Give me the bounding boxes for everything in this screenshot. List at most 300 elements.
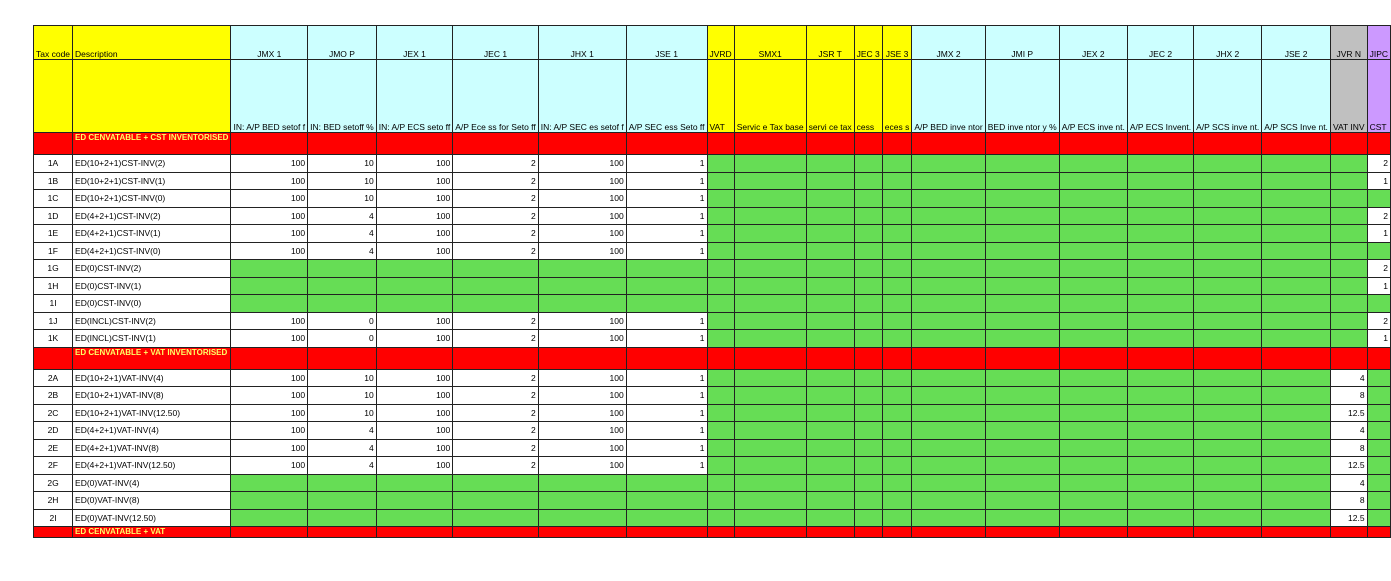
cell-jhx1: 100 <box>538 330 626 348</box>
cell-jsrt <box>806 295 854 313</box>
column-subheader-tax_code <box>34 60 73 133</box>
cell-jmx1: 100 <box>231 422 308 440</box>
description-cell: ED(4+2+1)CST-INV(2) <box>73 207 231 225</box>
cell-jhx1: 100 <box>538 422 626 440</box>
section-cell <box>453 527 538 538</box>
cell-jse2 <box>1262 242 1331 260</box>
cell-jse1 <box>626 509 707 527</box>
cell-jec1: 2 <box>453 439 538 457</box>
cell-jvrn: 8 <box>1330 492 1367 510</box>
cell-jipc: 2 <box>1367 260 1390 278</box>
section-cell <box>1059 347 1127 369</box>
cell-jex1 <box>376 295 453 313</box>
tax-code-cell: 2E <box>34 439 73 457</box>
table-row <box>34 369 1391 387</box>
column-header-jex2: JEX 2 <box>1059 26 1127 60</box>
cell-jse3 <box>882 439 912 457</box>
section-cell <box>538 133 626 155</box>
cell-jec1 <box>453 492 538 510</box>
cell-jvrd <box>707 330 734 348</box>
cell-jec1 <box>453 474 538 492</box>
cell-smx1 <box>734 387 806 405</box>
cell-jmx2 <box>912 207 985 225</box>
cell-jmop: 0 <box>308 330 377 348</box>
section-cell <box>34 347 73 369</box>
cell-jmip <box>985 277 1059 295</box>
cell-jvrn <box>1330 312 1367 330</box>
cell-jec3 <box>854 207 882 225</box>
cell-jec2 <box>1127 422 1193 440</box>
cell-jse3 <box>882 260 912 278</box>
cell-jsrt <box>806 387 854 405</box>
cell-jec1: 2 <box>453 369 538 387</box>
column-subheader-jipc: CST <box>1367 60 1390 133</box>
cell-jex2 <box>1059 330 1127 348</box>
cell-jec2 <box>1127 207 1193 225</box>
cell-jse2 <box>1262 404 1331 422</box>
cell-jhx1: 100 <box>538 207 626 225</box>
section-cell <box>376 133 453 155</box>
tax-code-cell: 2A <box>34 369 73 387</box>
cell-jsrt <box>806 457 854 475</box>
section-title: ED CENVATABLE + VAT <box>73 527 231 538</box>
cell-jsrt <box>806 225 854 243</box>
cell-jvrd <box>707 277 734 295</box>
cell-jmip <box>985 155 1059 173</box>
cell-jmx1 <box>231 474 308 492</box>
cell-jec2 <box>1127 369 1193 387</box>
section-cell <box>453 347 538 369</box>
cell-jex1: 100 <box>376 207 453 225</box>
section-cell <box>626 133 707 155</box>
cell-jec3 <box>854 387 882 405</box>
cell-jvrn: 8 <box>1330 439 1367 457</box>
cell-jmip <box>985 330 1059 348</box>
section-cell <box>707 133 734 155</box>
cell-jmip <box>985 242 1059 260</box>
cell-jex2 <box>1059 242 1127 260</box>
cell-jse3 <box>882 190 912 208</box>
cell-jsrt <box>806 404 854 422</box>
cell-jvrd <box>707 387 734 405</box>
cell-jvrd <box>707 509 734 527</box>
column-subheader-smx1: Servic e Tax base <box>734 60 806 133</box>
cell-jex1: 100 <box>376 457 453 475</box>
cell-jec1: 2 <box>453 242 538 260</box>
cell-jse3 <box>882 330 912 348</box>
cell-jex2 <box>1059 422 1127 440</box>
column-subheader-jhx1: IN: A/P SEC es setof f <box>538 60 626 133</box>
column-subheader-jec3: cess <box>854 60 882 133</box>
section-cell <box>854 133 882 155</box>
tax-code-cell: 1I <box>34 295 73 313</box>
cell-jhx2 <box>1194 207 1262 225</box>
description-cell: ED(10+2+1)CST-INV(2) <box>73 155 231 173</box>
cell-jvrd <box>707 474 734 492</box>
cell-jipc <box>1367 190 1390 208</box>
cell-jec2 <box>1127 492 1193 510</box>
cell-jvrd <box>707 457 734 475</box>
cell-jmop: 4 <box>308 457 377 475</box>
cell-smx1 <box>734 260 806 278</box>
cell-jsrt <box>806 422 854 440</box>
cell-jvrd <box>707 225 734 243</box>
cell-jmx1 <box>231 260 308 278</box>
column-header-tax_code: Tax code <box>34 26 73 60</box>
cell-jsrt <box>806 509 854 527</box>
cell-jse1 <box>626 474 707 492</box>
cell-jhx1: 100 <box>538 225 626 243</box>
cell-jmx1: 100 <box>231 172 308 190</box>
section-cell <box>806 347 854 369</box>
column-subheader-jvrd: VAT <box>707 60 734 133</box>
cell-jipc: 1 <box>1367 330 1390 348</box>
cell-jhx2 <box>1194 457 1262 475</box>
section-cell <box>854 347 882 369</box>
cell-jex2 <box>1059 457 1127 475</box>
cell-jmx1: 100 <box>231 369 308 387</box>
description-cell: ED(0)VAT-INV(8) <box>73 492 231 510</box>
cell-jipc <box>1367 295 1390 313</box>
column-header-jmx1: JMX 1 <box>231 26 308 60</box>
section-cell <box>985 347 1059 369</box>
section-cell <box>1194 133 1262 155</box>
column-header-jec2: JEC 2 <box>1127 26 1193 60</box>
cell-jipc <box>1367 404 1390 422</box>
cell-smx1 <box>734 474 806 492</box>
tax-code-cell: 2G <box>34 474 73 492</box>
cell-jsrt <box>806 172 854 190</box>
cell-jse2 <box>1262 312 1331 330</box>
column-header-jse1: JSE 1 <box>626 26 707 60</box>
cell-jse1: 1 <box>626 457 707 475</box>
cell-jex2 <box>1059 155 1127 173</box>
cell-jipc <box>1367 439 1390 457</box>
column-header-jhx2: JHX 2 <box>1194 26 1262 60</box>
cell-jec2 <box>1127 242 1193 260</box>
cell-jhx2 <box>1194 492 1262 510</box>
cell-jhx2 <box>1194 190 1262 208</box>
cell-jvrd <box>707 260 734 278</box>
cell-jmop <box>308 260 377 278</box>
cell-jse3 <box>882 172 912 190</box>
table-row <box>34 225 1391 243</box>
tax-code-cell: 1G <box>34 260 73 278</box>
section-cell <box>1127 347 1193 369</box>
cell-jse3 <box>882 312 912 330</box>
cell-jhx2 <box>1194 404 1262 422</box>
cell-jec1: 2 <box>453 190 538 208</box>
cell-smx1 <box>734 439 806 457</box>
cell-jse3 <box>882 404 912 422</box>
cell-jec3 <box>854 330 882 348</box>
cell-jipc <box>1367 474 1390 492</box>
section-cell <box>538 527 626 538</box>
cell-jmx1: 100 <box>231 439 308 457</box>
cell-jex1: 100 <box>376 369 453 387</box>
cell-jec1 <box>453 277 538 295</box>
cell-jmx2 <box>912 260 985 278</box>
section-cell <box>1262 347 1331 369</box>
table-row <box>34 207 1391 225</box>
cell-jec3 <box>854 190 882 208</box>
tax-code-cell: 1E <box>34 225 73 243</box>
cell-jex2 <box>1059 295 1127 313</box>
section-cell <box>231 347 308 369</box>
cell-jse3 <box>882 225 912 243</box>
cell-jvrd <box>707 155 734 173</box>
column-subheader-jmx2: A/P BED inve ntor <box>912 60 985 133</box>
table-row <box>34 260 1391 278</box>
cell-jsrt <box>806 312 854 330</box>
section-cell <box>626 527 707 538</box>
cell-jec1: 2 <box>453 312 538 330</box>
cell-jex2 <box>1059 207 1127 225</box>
table-row <box>34 277 1391 295</box>
cell-jse1: 1 <box>626 312 707 330</box>
tax-code-cell: 2B <box>34 387 73 405</box>
section-cell <box>1330 347 1367 369</box>
column-header-jmip: JMI P <box>985 26 1059 60</box>
cell-jvrd <box>707 492 734 510</box>
cell-jmop <box>308 277 377 295</box>
section-cell <box>734 527 806 538</box>
cell-jec3 <box>854 312 882 330</box>
cell-jse1: 1 <box>626 242 707 260</box>
column-subheader-jsrt: servi ce tax <box>806 60 854 133</box>
cell-jse3 <box>882 387 912 405</box>
cell-jex1: 100 <box>376 387 453 405</box>
cell-jvrn: 12.5 <box>1330 509 1367 527</box>
cell-jvrn <box>1330 330 1367 348</box>
column-subheader-jmop: IN: BED setoff % <box>308 60 377 133</box>
subheader-row <box>34 60 1391 133</box>
cell-jhx2 <box>1194 225 1262 243</box>
cell-jex1: 100 <box>376 312 453 330</box>
section-cell <box>806 527 854 538</box>
cell-jhx1: 100 <box>538 242 626 260</box>
section-cell <box>912 133 985 155</box>
cell-jmx2 <box>912 422 985 440</box>
cell-jmx1 <box>231 295 308 313</box>
cell-jvrn <box>1330 172 1367 190</box>
cell-jmx2 <box>912 155 985 173</box>
column-subheader-description <box>73 60 231 133</box>
cell-jmop <box>308 295 377 313</box>
cell-jhx2 <box>1194 387 1262 405</box>
cell-jvrd <box>707 312 734 330</box>
description-cell: ED(4+2+1)VAT-INV(4) <box>73 422 231 440</box>
cell-jec1 <box>453 260 538 278</box>
cell-jmx2 <box>912 369 985 387</box>
cell-jipc: 2 <box>1367 312 1390 330</box>
section-cell <box>882 347 912 369</box>
cell-jse1: 1 <box>626 369 707 387</box>
cell-jmip <box>985 404 1059 422</box>
cell-jmop <box>308 509 377 527</box>
description-cell: ED(10+2+1)VAT-INV(4) <box>73 369 231 387</box>
cell-jec2 <box>1127 509 1193 527</box>
cell-jhx2 <box>1194 277 1262 295</box>
cell-jmx1: 100 <box>231 207 308 225</box>
description-cell: ED(INCL)CST-INV(1) <box>73 330 231 348</box>
column-header-jex1: JEX 1 <box>376 26 453 60</box>
cell-jse2 <box>1262 260 1331 278</box>
cell-jmop: 10 <box>308 404 377 422</box>
cell-jec3 <box>854 172 882 190</box>
cell-jse3 <box>882 492 912 510</box>
cell-jmip <box>985 207 1059 225</box>
tax-code-cell: 2F <box>34 457 73 475</box>
section-cell <box>1330 527 1367 538</box>
cell-jvrd <box>707 369 734 387</box>
tax-code-cell: 1A <box>34 155 73 173</box>
cell-jmop: 4 <box>308 242 377 260</box>
cell-jmop: 4 <box>308 225 377 243</box>
cell-jmx2 <box>912 492 985 510</box>
section-cell <box>34 133 73 155</box>
cell-smx1 <box>734 277 806 295</box>
cell-jmx1: 100 <box>231 387 308 405</box>
section-cell <box>707 527 734 538</box>
section-cell <box>453 133 538 155</box>
cell-jse1: 1 <box>626 172 707 190</box>
section-cell <box>1194 527 1262 538</box>
tax-code-cell: 1C <box>34 190 73 208</box>
cell-jvrd <box>707 422 734 440</box>
cell-jex1 <box>376 509 453 527</box>
cell-jec2 <box>1127 225 1193 243</box>
cell-jipc: 1 <box>1367 277 1390 295</box>
description-cell: ED(INCL)CST-INV(2) <box>73 312 231 330</box>
cell-jmx2 <box>912 457 985 475</box>
section-cell <box>1194 347 1262 369</box>
column-header-jvrn: JVR N <box>1330 26 1367 60</box>
cell-jse3 <box>882 207 912 225</box>
cell-jvrn <box>1330 225 1367 243</box>
cell-jmop: 10 <box>308 387 377 405</box>
section-cell <box>985 133 1059 155</box>
section-cell <box>1367 527 1390 538</box>
cell-jex1: 100 <box>376 155 453 173</box>
tax-code-cell: 1H <box>34 277 73 295</box>
cell-smx1 <box>734 492 806 510</box>
cell-jhx1 <box>538 492 626 510</box>
cell-jhx2 <box>1194 509 1262 527</box>
table-row <box>34 387 1391 405</box>
cell-jhx2 <box>1194 422 1262 440</box>
cell-jmop <box>308 492 377 510</box>
cell-jmx1: 100 <box>231 457 308 475</box>
cell-jmx2 <box>912 474 985 492</box>
cell-jse3 <box>882 369 912 387</box>
section-cell <box>912 347 985 369</box>
cell-jex1: 100 <box>376 439 453 457</box>
column-header-jec3: JEC 3 <box>854 26 882 60</box>
cell-jec1: 2 <box>453 457 538 475</box>
tax-code-cell: 2I <box>34 509 73 527</box>
cell-jvrn <box>1330 242 1367 260</box>
column-header-jmop: JMO P <box>308 26 377 60</box>
column-header-description: Description <box>73 26 231 60</box>
cell-jhx1 <box>538 509 626 527</box>
cell-jec2 <box>1127 404 1193 422</box>
description-cell: ED(4+2+1)CST-INV(0) <box>73 242 231 260</box>
section-cell <box>806 133 854 155</box>
cell-jvrd <box>707 295 734 313</box>
description-cell: ED(0)CST-INV(1) <box>73 277 231 295</box>
tax-code-cell: 2C <box>34 404 73 422</box>
cell-jvrn <box>1330 190 1367 208</box>
cell-jec3 <box>854 457 882 475</box>
cell-jmip <box>985 422 1059 440</box>
cell-jse2 <box>1262 369 1331 387</box>
cell-jmx1: 100 <box>231 330 308 348</box>
cell-jex2 <box>1059 312 1127 330</box>
cell-jmx2 <box>912 190 985 208</box>
cell-jse1: 1 <box>626 190 707 208</box>
section-cell <box>376 347 453 369</box>
cell-jsrt <box>806 369 854 387</box>
section-cell <box>1262 527 1331 538</box>
cell-jse2 <box>1262 457 1331 475</box>
cell-jvrd <box>707 207 734 225</box>
table-row <box>34 312 1391 330</box>
cell-smx1 <box>734 422 806 440</box>
cell-jmip <box>985 295 1059 313</box>
description-cell: ED(0)CST-INV(0) <box>73 295 231 313</box>
section-cell <box>231 527 308 538</box>
cell-jmop: 0 <box>308 312 377 330</box>
cell-jex2 <box>1059 439 1127 457</box>
cell-jec3 <box>854 260 882 278</box>
column-header-jsrt: JSR T <box>806 26 854 60</box>
cell-jsrt <box>806 492 854 510</box>
table-row <box>34 404 1391 422</box>
section-cell <box>1262 133 1331 155</box>
section-cell <box>34 527 73 538</box>
cell-smx1 <box>734 242 806 260</box>
description-cell: ED(4+2+1)VAT-INV(12.50) <box>73 457 231 475</box>
cell-jvrd <box>707 190 734 208</box>
cell-jex1: 100 <box>376 242 453 260</box>
section-cell <box>1127 527 1193 538</box>
column-header-jhx1: JHX 1 <box>538 26 626 60</box>
section-cell <box>854 527 882 538</box>
cell-jvrn <box>1330 260 1367 278</box>
cell-smx1 <box>734 190 806 208</box>
cell-jse3 <box>882 474 912 492</box>
cell-jex1 <box>376 492 453 510</box>
table-row <box>34 172 1391 190</box>
section-cell <box>882 527 912 538</box>
cell-jse3 <box>882 295 912 313</box>
tax-code-cell: 1J <box>34 312 73 330</box>
cell-jec1: 2 <box>453 422 538 440</box>
cell-jhx1: 100 <box>538 387 626 405</box>
table-row <box>34 330 1391 348</box>
cell-jex1: 100 <box>376 190 453 208</box>
cell-jec2 <box>1127 474 1193 492</box>
section-cell <box>308 347 377 369</box>
column-subheader-jec1: A/P Ece ss for Seto ff <box>453 60 538 133</box>
cell-jhx1 <box>538 277 626 295</box>
cell-smx1 <box>734 155 806 173</box>
cell-jvrn: 12.5 <box>1330 457 1367 475</box>
cell-jmop: 4 <box>308 439 377 457</box>
cell-jex1 <box>376 277 453 295</box>
cell-jmip <box>985 190 1059 208</box>
